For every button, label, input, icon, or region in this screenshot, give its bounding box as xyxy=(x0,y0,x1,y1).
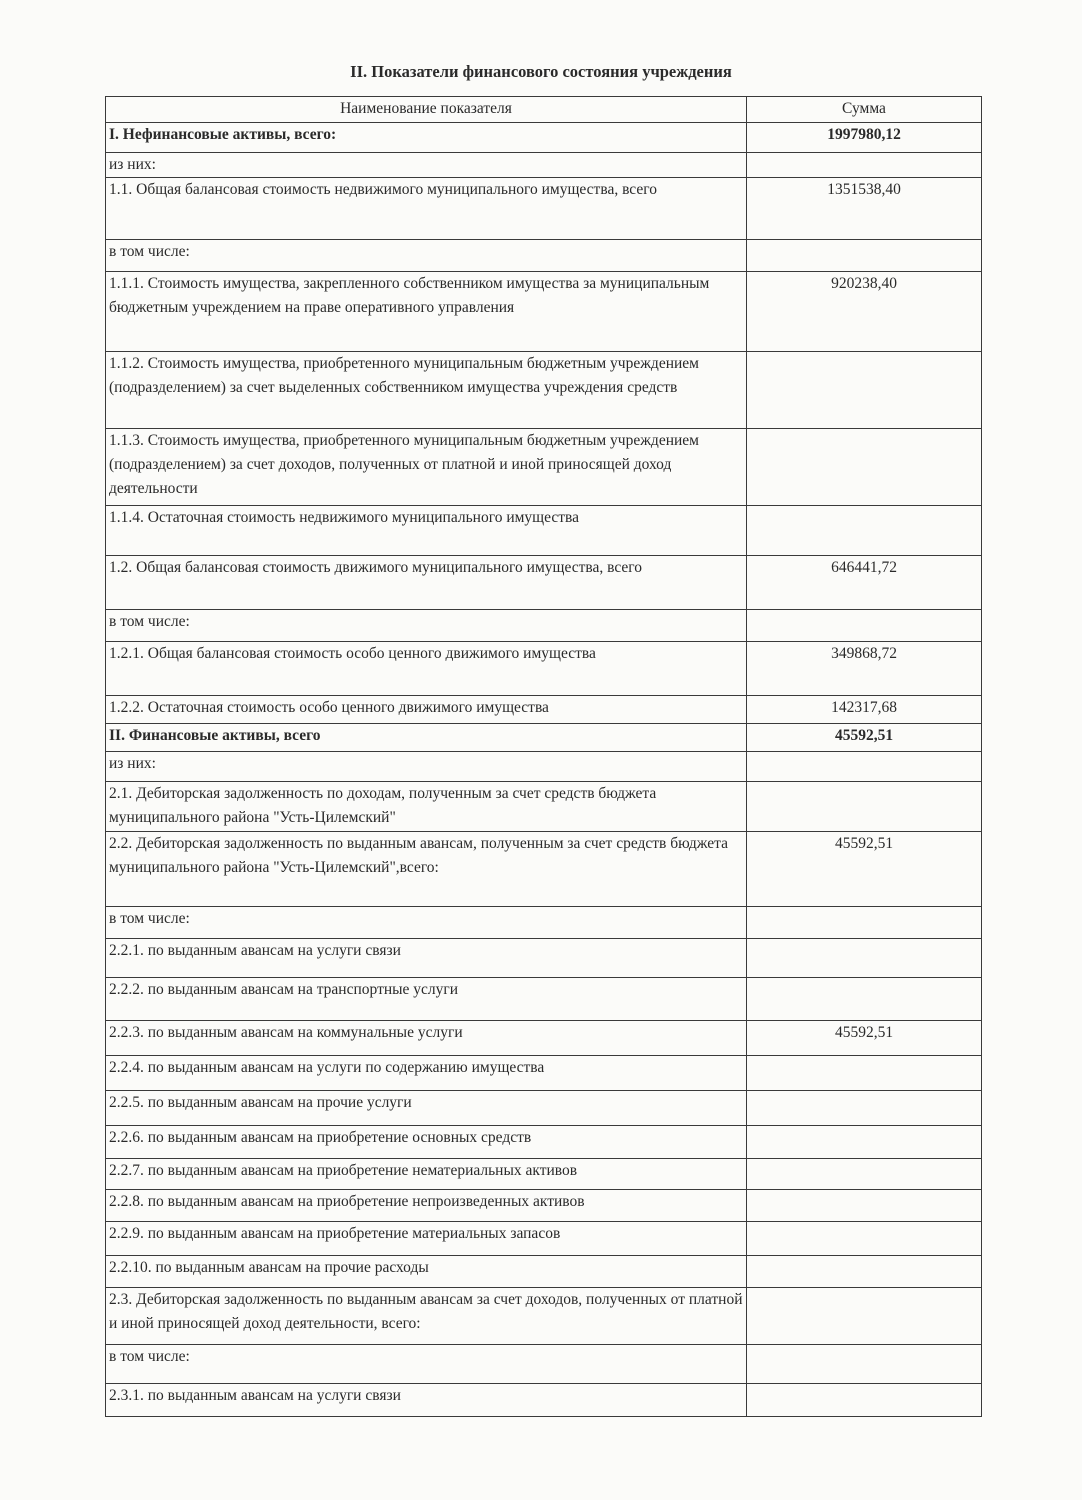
sum-cell xyxy=(747,1345,982,1384)
sum-cell xyxy=(747,907,982,939)
indicator-name-cell: 2.2. Дебиторская задолженность по выданным авансам, полученным за счет средств бюджета муниципального района "Усть-Цилемский",всего: xyxy=(106,832,747,907)
indicator-name-cell: из них: xyxy=(106,752,747,782)
sum-cell xyxy=(747,352,982,429)
sum-cell xyxy=(747,1384,982,1417)
table-row xyxy=(106,939,982,978)
sum-cell xyxy=(747,1056,982,1091)
table-row xyxy=(106,724,982,752)
indicator-name-cell: 2.2.10. по выданным авансам на прочие расходы xyxy=(106,1256,747,1288)
indicator-name-cell: 1.2. Общая балансовая стоимость движимого муниципального имущества, всего xyxy=(106,556,747,610)
sum-cell: 920238,40 xyxy=(747,272,982,352)
indicator-name-cell: в том числе: xyxy=(106,610,747,642)
sum-cell xyxy=(747,1222,982,1256)
table-row xyxy=(106,782,982,832)
table-header-row xyxy=(106,97,982,123)
table-row xyxy=(106,696,982,724)
table-row xyxy=(106,610,982,642)
table-row xyxy=(106,556,982,610)
table-row xyxy=(106,1056,982,1091)
sum-cell xyxy=(747,429,982,506)
indicator-name-cell: II. Финансовые активы, всего xyxy=(106,724,747,752)
sum-cell: 45592,51 xyxy=(747,1021,982,1056)
sum-cell xyxy=(747,610,982,642)
indicator-name-cell: 2.2.1. по выданным авансам на услуги связи xyxy=(106,939,747,978)
table-row xyxy=(106,352,982,429)
indicator-name-cell: 2.2.6. по выданным авансам на приобретение основных средств xyxy=(106,1126,747,1159)
sum-cell: 349868,72 xyxy=(747,642,982,696)
sum-cell xyxy=(747,506,982,556)
indicator-name-cell: 2.1. Дебиторская задолженность по доходам, полученным за счет средств бюджета муниципального района "Усть-Цилемский" xyxy=(106,782,747,832)
indicator-name-cell: 1.2.2. Остаточная стоимость особо ценного движимого имущества xyxy=(106,696,747,724)
indicator-name-cell: 2.2.3. по выданным авансам на коммунальные услуги xyxy=(106,1021,747,1056)
table-row xyxy=(106,178,982,240)
sum-cell xyxy=(747,1091,982,1126)
table-row xyxy=(106,832,982,907)
table-row xyxy=(106,907,982,939)
indicator-name-cell: 1.1.2. Стоимость имущества, приобретенного муниципальным бюджетным учреждением (подразделением) за счет выделенных собственником имущества учреждения средств xyxy=(106,352,747,429)
indicator-name-cell: 2.3.1. по выданным авансам на услуги связи xyxy=(106,1384,747,1417)
table-row xyxy=(106,1222,982,1256)
indicator-name-cell: 2.3. Дебиторская задолженность по выданным авансам за счет доходов, полученных от платной и иной приносящей доход деятельности, всего: xyxy=(106,1288,747,1345)
indicator-name-cell: I. Нефинансовые активы, всего: xyxy=(106,123,747,153)
table-row xyxy=(106,1256,982,1288)
indicator-name-cell: 1.1.4. Остаточная стоимость недвижимого муниципального имущества xyxy=(106,506,747,556)
sum-cell xyxy=(747,1288,982,1345)
table-row xyxy=(106,1288,982,1345)
sum-cell: 1351538,40 xyxy=(747,178,982,240)
sum-cell xyxy=(747,1159,982,1190)
table-row xyxy=(106,1021,982,1056)
table-row xyxy=(106,429,982,506)
table-row xyxy=(106,1091,982,1126)
sum-cell xyxy=(747,1126,982,1159)
indicator-name-cell: 2.2.9. по выданным авансам на приобретение материальных запасов xyxy=(106,1222,747,1256)
indicator-name-cell: из них: xyxy=(106,153,747,178)
indicator-name-cell: 2.2.8. по выданным авансам на приобретение непроизведенных активов xyxy=(106,1190,747,1222)
table-row xyxy=(106,1345,982,1384)
table-row xyxy=(106,1384,982,1417)
table-row xyxy=(106,1190,982,1222)
table-row xyxy=(106,123,982,153)
indicator-name-cell: 1.1.3. Стоимость имущества, приобретенного муниципальным бюджетным учреждением (подразделением) за счет доходов, полученных от платной и иной приносящей доход деятельности xyxy=(106,429,747,506)
sum-cell: 45592,51 xyxy=(747,832,982,907)
sum-cell: 142317,68 xyxy=(747,696,982,724)
table-row xyxy=(106,978,982,1021)
sum-cell xyxy=(747,240,982,272)
table-row xyxy=(106,153,982,178)
page-title: II. Показатели финансового состояния учреждения xyxy=(350,62,732,81)
table-row xyxy=(106,642,982,696)
indicator-name-cell: в том числе: xyxy=(106,240,747,272)
header-sum: Сумма xyxy=(747,97,982,123)
indicator-name-cell: 1.2.1. Общая балансовая стоимость особо ценного движимого имущества xyxy=(106,642,747,696)
indicator-name-cell: в том числе: xyxy=(106,1345,747,1384)
sum-cell xyxy=(747,978,982,1021)
table-row xyxy=(106,752,982,782)
indicator-name-cell: 2.2.7. по выданным авансам на приобретение нематериальных активов xyxy=(106,1159,747,1190)
indicator-name-cell: в том числе: xyxy=(106,907,747,939)
financial-indicators-table xyxy=(105,96,982,1417)
sum-cell xyxy=(747,1190,982,1222)
indicator-name-cell: 1.1. Общая балансовая стоимость недвижимого муниципального имущества, всего xyxy=(106,178,747,240)
sum-cell: 1997980,12 xyxy=(747,123,982,153)
indicator-name-cell: 2.2.4. по выданным авансам на услуги по содержанию имущества xyxy=(106,1056,747,1091)
sum-cell xyxy=(747,1256,982,1288)
table-row xyxy=(106,506,982,556)
table-row xyxy=(106,272,982,352)
indicator-name-cell: 2.2.2. по выданным авансам на транспортные услуги xyxy=(106,978,747,1021)
sum-cell: 646441,72 xyxy=(747,556,982,610)
indicator-name-cell: 2.2.5. по выданным авансам на прочие услуги xyxy=(106,1091,747,1126)
indicator-name-cell: 1.1.1. Стоимость имущества, закрепленного собственником имущества за муниципальным бюджетным учреждением на праве оперативного управления xyxy=(106,272,747,352)
sum-cell: 45592,51 xyxy=(747,724,982,752)
sum-cell xyxy=(747,752,982,782)
header-indicator-name: Наименование показателя xyxy=(106,97,747,123)
table-row xyxy=(106,1159,982,1190)
table-body xyxy=(106,123,982,1417)
table-row xyxy=(106,1126,982,1159)
sum-cell xyxy=(747,782,982,832)
sum-cell xyxy=(747,153,982,178)
table-row xyxy=(106,240,982,272)
sum-cell xyxy=(747,939,982,978)
